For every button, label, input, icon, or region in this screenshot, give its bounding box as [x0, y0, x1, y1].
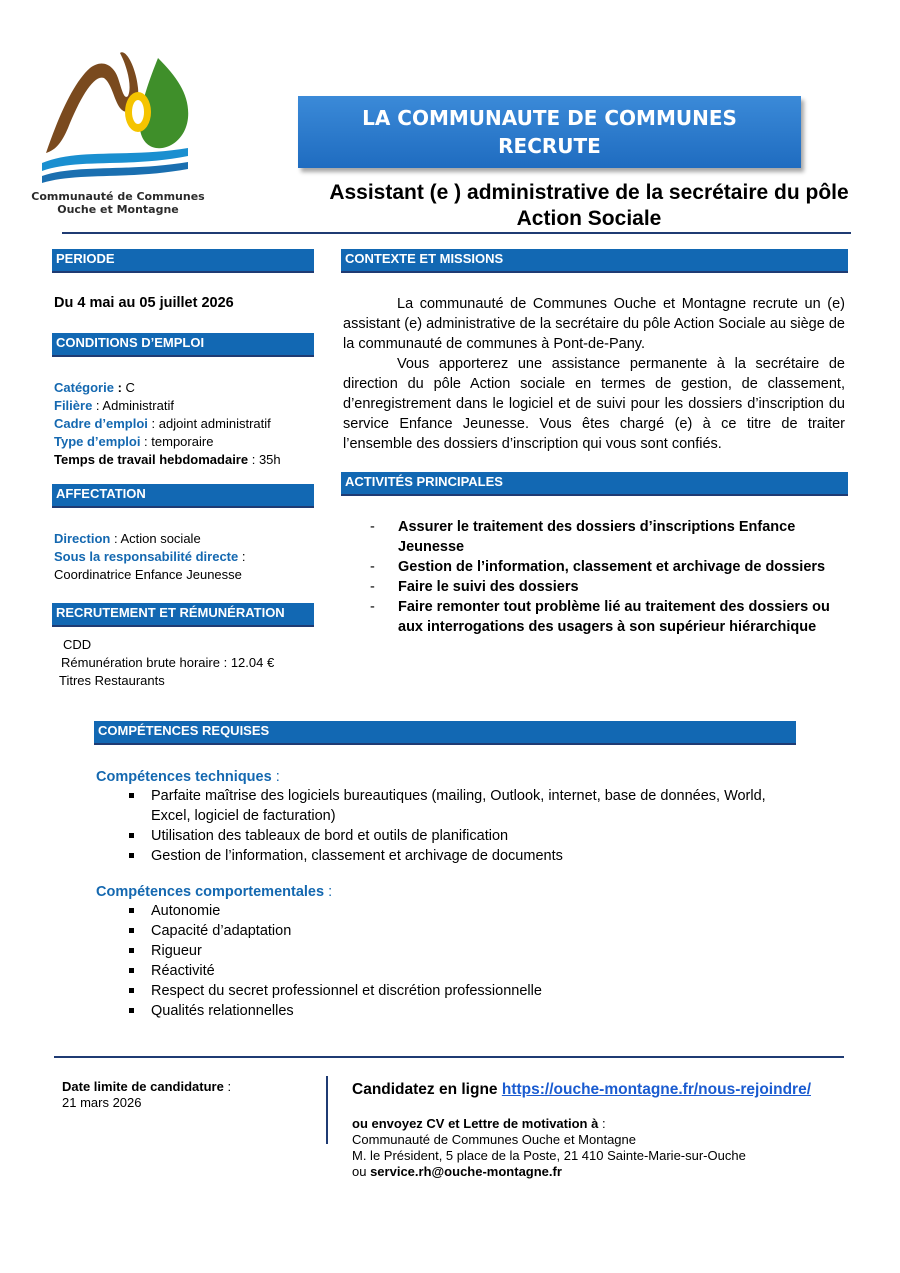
footer-divider: [54, 1056, 844, 1058]
affectation-resp-value: Coordinatrice Enfance Jeunesse: [54, 567, 242, 582]
comport-label-line: [96, 883, 332, 901]
condition-filiere: [54, 397, 314, 415]
email-line: [352, 1164, 852, 1180]
tech-label: Compétences techniques: [96, 769, 272, 785]
comport-label: Compétences comportementales: [96, 884, 325, 900]
title-divider: [62, 232, 851, 234]
condition-sep: :: [113, 380, 126, 395]
resp-label: Sous la responsabilité directe: [54, 549, 239, 564]
apply-online: [352, 1081, 811, 1099]
apply-text: Candidatez en ligne: [352, 1081, 502, 1098]
comport-list: [126, 901, 806, 1021]
condition-value: temporaire: [151, 434, 214, 449]
contract-type: CDD: [63, 637, 92, 652]
logo-text: [18, 190, 218, 216]
banner-line2: RECRUTE: [498, 134, 601, 158]
contexte-paragraph1: La communauté de Communes Ouche et Montagne recrute un (e) assistant (e) administrative de la secrétaire du pôle Action Sociale au siège de la communauté de communes à Pont-de-Pany.: [343, 296, 845, 352]
tech-list: [126, 786, 806, 866]
condition-value: C: [125, 380, 135, 395]
comport-item: Réactivité: [126, 961, 806, 981]
resp-sep: :: [238, 549, 246, 564]
job-title-line2: Action Sociale: [516, 207, 662, 230]
affectation-direction: [54, 530, 314, 548]
address-line1: Communauté de Communes Ouche et Montagne: [352, 1132, 636, 1147]
deadline-sep: :: [223, 1079, 232, 1094]
contexte-paragraph2: Vous apporterez une assistance permanente à la secrétaire de direction du pôle Action sociale en termes de gestion, de classement, d’enregistrement dans le logiciel et de suivi pour les dossiers d’inscription du service Enfance Jeunesse. Vous êtes chargé (e) à ce titre de traiter l’ensemble des dossiers d’inscription qui vous sont confiés.: [343, 356, 845, 452]
logo-org-line1: Communauté de Communes: [31, 190, 205, 203]
footer-vertical-divider: [326, 1076, 328, 1144]
condition-value: 35h: [258, 452, 281, 467]
deadline-label: Date limite de candidature: [62, 1079, 224, 1094]
deadline-value: 21 mars 2026: [62, 1095, 142, 1110]
condition-sep: :: [248, 452, 259, 467]
logo-org-line2: Ouche et Montagne: [57, 203, 179, 216]
condition-categorie: [54, 379, 314, 397]
condition-label: Cadre d’emploi: [54, 416, 148, 431]
job-title-line1: Assistant (e ) administrative de la secrétaire du pôle: [329, 181, 849, 204]
job-title: [300, 180, 878, 232]
tech-item: Parfaite maîtrise des logiciels bureautiques (mailing, Outlook, internet, base de données, World, Excel, logiciel de facturation): [126, 786, 806, 826]
conditions-header: CONDITIONS D’EMPLOI: [52, 333, 314, 357]
comport-item: Qualités relationnelles: [126, 1001, 806, 1021]
tech-item: Utilisation des tableaux de bord et outils de planification: [126, 826, 806, 846]
comport-item: Autonomie: [126, 901, 806, 921]
activite-item: - Faire remonter tout problème lié au traitement des dossiers ou aux interrogations des usagers à son supérieur hiérarchique: [370, 597, 848, 637]
direction-value: : Action sociale: [110, 531, 201, 546]
condition-value: adjoint administratif: [158, 416, 271, 431]
activite-item: - Assurer le traitement des dossiers d’inscriptions Enfance Jeunesse: [370, 517, 848, 557]
affectation-responsabilite: [54, 548, 314, 566]
condition-type: [54, 433, 314, 451]
contexte-text: [343, 294, 845, 454]
comport-item: Respect du secret professionnel et discrétion professionnelle: [126, 981, 806, 1001]
affectation-details: [54, 530, 314, 584]
activites-list: [370, 517, 848, 637]
periode-value: Du 4 mai au 05 juillet 2026: [54, 295, 234, 311]
email-prefix: ou: [352, 1164, 371, 1179]
condition-label: Catégorie: [54, 380, 114, 395]
send-label-line: [352, 1116, 852, 1132]
condition-sep: :: [92, 398, 103, 413]
comport-label-sep: :: [324, 884, 333, 900]
send-label: ou envoyez CV et Lettre de motivation à: [352, 1116, 599, 1131]
affectation-header: AFFECTATION: [52, 484, 314, 508]
condition-value: Administratif: [102, 398, 174, 413]
deadline: [62, 1079, 231, 1111]
send-sep: :: [598, 1116, 606, 1131]
activites-header: ACTIVITÉS PRINCIPALES: [341, 472, 848, 496]
condition-sep: :: [140, 434, 152, 449]
contexte-header: CONTEXTE ET MISSIONS: [341, 249, 848, 273]
recrutement-header: RECRUTEMENT ET RÉMUNÉRATION: [52, 603, 314, 627]
benefit: Titres Restaurants: [59, 673, 165, 688]
condition-label: Filière: [54, 398, 93, 413]
condition-label: Type d’emploi: [54, 434, 141, 449]
tech-label-line: [96, 768, 280, 786]
deadline-label-line: [62, 1079, 231, 1095]
send-info: [352, 1116, 852, 1180]
salary: Rémunération brute horaire : 12.04 €: [61, 655, 275, 670]
conditions-list: [54, 379, 314, 469]
condition-cadre: [54, 415, 314, 433]
comport-item: Capacité d’adaptation: [126, 921, 806, 941]
direction-label: Direction: [54, 531, 111, 546]
tech-label-sep: :: [271, 769, 280, 785]
banner-line1: LA COMMUNAUTE DE COMMUNES: [362, 106, 737, 130]
recruit-banner: [298, 96, 801, 168]
email-address[interactable]: service.rh@ouche-montagne.fr: [370, 1164, 562, 1179]
condition-temps: [54, 451, 314, 469]
comport-item: Rigueur: [126, 941, 806, 961]
periode-header: PERIODE: [52, 249, 314, 273]
condition-sep: :: [147, 416, 159, 431]
activite-item: - Faire le suivi des dossiers: [370, 577, 848, 597]
address-line2: M. le Président, 5 place de la Poste, 21 410 Sainte-Marie-sur-Ouche: [352, 1148, 746, 1163]
activite-item: - Gestion de l’information, classement et archivage de dossiers: [370, 557, 848, 577]
condition-label: Temps de travail hebdomadaire: [54, 452, 249, 467]
tech-item: Gestion de l’information, classement et archivage de documents: [126, 846, 806, 866]
apply-link[interactable]: https://ouche-montagne.fr/nous-rejoindre/: [501, 1081, 811, 1098]
competences-header: COMPÉTENCES REQUISES: [94, 721, 796, 745]
